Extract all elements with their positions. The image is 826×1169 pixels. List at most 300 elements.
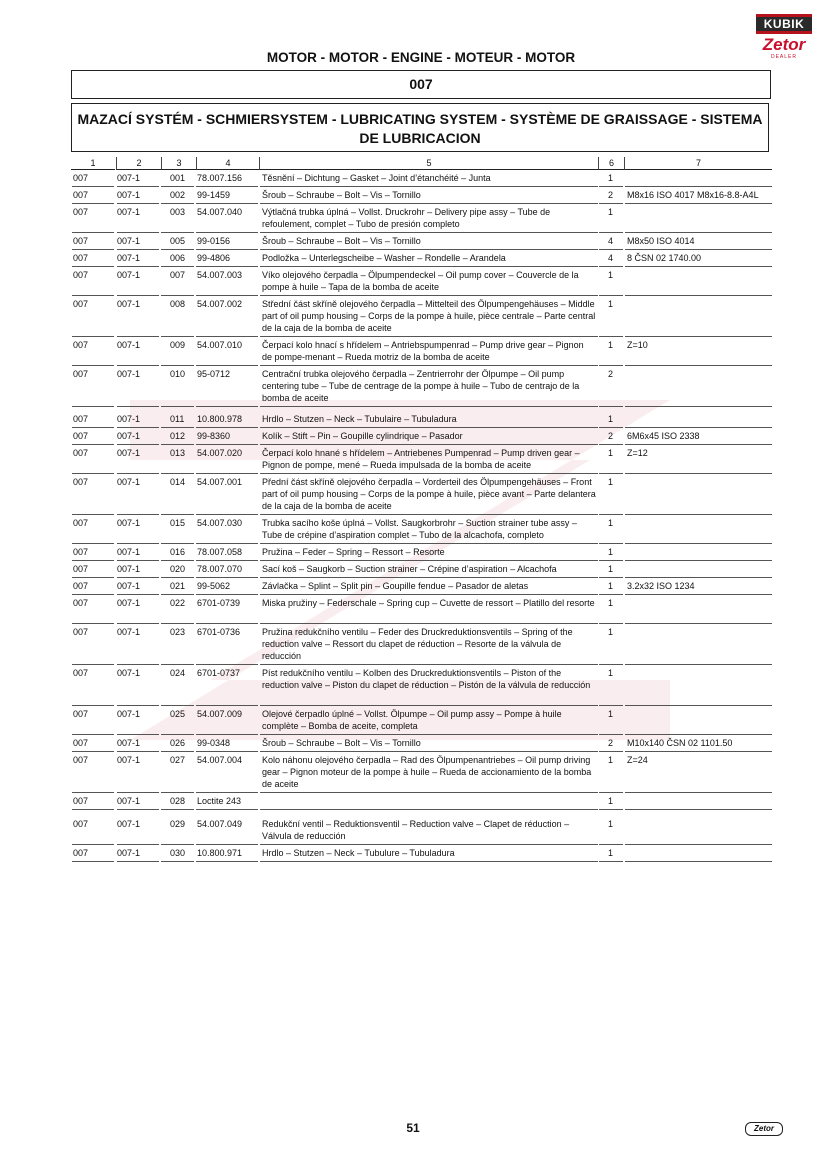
cell-c4: 10.800.971 (197, 848, 243, 858)
cell-c3: 008 (170, 299, 186, 309)
row-underline (260, 560, 598, 561)
row-underline (72, 861, 114, 862)
cell-c7: 8 ČSN 02 1740.00 (627, 253, 702, 263)
row-underline (117, 427, 159, 428)
row-underline (72, 406, 114, 407)
row-underline (260, 514, 598, 515)
row-underline (625, 473, 772, 474)
row-underline (72, 336, 114, 337)
cell-c1: 007 (73, 796, 89, 806)
row-underline (72, 577, 114, 578)
logo-dealer-text: DEALER (770, 54, 797, 60)
row-underline (625, 792, 772, 793)
cell-c2: 007-1 (117, 173, 141, 183)
row-underline (260, 594, 598, 595)
column-header-2: 2 (116, 157, 161, 170)
row-underline (117, 664, 159, 665)
row-underline (161, 861, 194, 862)
cell-c2: 007-1 (117, 848, 141, 858)
row-underline (599, 427, 623, 428)
row-underline (625, 365, 772, 366)
cell-c2: 007-1 (117, 547, 141, 557)
row-underline (117, 514, 159, 515)
row-underline (117, 543, 159, 544)
cell-c1: 007 (73, 253, 89, 263)
cell-c5: Hrdlo – Stutzen – Neck – Tubulure – Tubuladura (262, 848, 455, 858)
row-underline (625, 543, 772, 544)
cell-c6: 1 (608, 564, 614, 574)
cell-c4: 99-4806 (197, 253, 231, 263)
row-underline (117, 751, 159, 752)
cell-c4: Loctite 243 (197, 796, 242, 806)
row-underline (161, 406, 194, 407)
cell-c3: 005 (170, 236, 186, 246)
row-underline (72, 473, 114, 474)
cell-c4: 54.007.049 (197, 819, 243, 829)
cell-c2: 007-1 (117, 598, 141, 608)
cell-c2: 007-1 (117, 299, 141, 309)
row-underline (260, 203, 598, 204)
row-underline (196, 751, 258, 752)
row-underline (196, 203, 258, 204)
cell-c4: 54.007.002 (197, 299, 243, 309)
row-underline (625, 705, 772, 706)
row-underline (599, 577, 623, 578)
row-underline (196, 577, 258, 578)
cell-c2: 007-1 (117, 755, 141, 765)
row-underline (599, 473, 623, 474)
row-underline (599, 514, 623, 515)
cell-c4: 54.007.009 (197, 709, 243, 719)
cell-c1: 007 (73, 190, 89, 200)
cell-c5: Trubka sacího koše úplná – Vollst. Saugkorbrohr – Suction strainer tube assy – Tube de crépine d’aspiration complet – Tubo de la alcachofa, completo (262, 518, 577, 540)
cell-c4: 99-0156 (197, 236, 231, 246)
row-underline (117, 792, 159, 793)
row-underline (260, 427, 598, 428)
row-underline (260, 406, 598, 407)
row-underline (161, 543, 194, 544)
row-underline (117, 560, 159, 561)
row-underline (161, 473, 194, 474)
row-underline (599, 365, 623, 366)
cell-c4: 6701-0736 (197, 627, 241, 637)
cell-c1: 007 (73, 448, 89, 458)
row-underline (260, 844, 598, 845)
row-underline (117, 623, 159, 624)
row-underline (72, 295, 114, 296)
cell-c5: Kolík – Stift – Pin – Goupille cylindrique – Pasador (262, 431, 463, 441)
cell-c4: 10.800.978 (197, 414, 243, 424)
row-underline (196, 336, 258, 337)
cell-c3: 029 (170, 819, 186, 829)
cell-c6: 2 (608, 369, 614, 379)
row-underline (260, 473, 598, 474)
cell-c3: 006 (170, 253, 186, 263)
row-underline (117, 473, 159, 474)
row-underline (72, 809, 114, 810)
cell-c6: 1 (608, 270, 614, 280)
row-underline (72, 232, 114, 233)
row-underline (625, 232, 772, 233)
row-underline (599, 406, 623, 407)
row-underline (599, 186, 623, 187)
cell-c5: Víko olejového čerpadla – Ölpumpendeckel – Oil pump cover – Couvercle de la pompe à huile – Tapa de la bomba de aceite (262, 270, 579, 292)
row-underline (625, 734, 772, 735)
cell-c5: Těsnění – Dichtung – Gasket – Joint d’étanchéité – Junta (262, 173, 491, 183)
cell-c1: 007 (73, 738, 89, 748)
cell-c2: 007-1 (117, 738, 141, 748)
row-underline (260, 295, 598, 296)
cell-c1: 007 (73, 299, 89, 309)
row-underline (161, 186, 194, 187)
row-underline (161, 203, 194, 204)
row-underline (625, 809, 772, 810)
cell-c4: 99-1459 (197, 190, 231, 200)
cell-c1: 007 (73, 627, 89, 637)
row-underline (260, 809, 598, 810)
cell-c2: 007-1 (117, 581, 141, 591)
row-underline (117, 734, 159, 735)
row-underline (161, 792, 194, 793)
cell-c2: 007-1 (117, 207, 141, 217)
cell-c2: 007-1 (117, 253, 141, 263)
cell-c3: 028 (170, 796, 186, 806)
column-header-1: 1 (71, 157, 115, 170)
row-underline (117, 844, 159, 845)
row-underline (196, 792, 258, 793)
cell-c3: 021 (170, 581, 186, 591)
row-underline (599, 594, 623, 595)
cell-c4: 95-0712 (197, 369, 231, 379)
column-header-row (71, 157, 771, 170)
cell-c1: 007 (73, 668, 89, 678)
row-underline (72, 514, 114, 515)
cell-c5: Závlačka – Splint – Split pin – Goupille fendue – Pasador de aletas (262, 581, 529, 591)
row-underline (599, 444, 623, 445)
cell-c3: 013 (170, 448, 186, 458)
cell-c6: 1 (608, 627, 614, 637)
cell-c5: Olejové čerpadlo úplné – Vollst. Ölpumpe – Oil pump assy – Pompe à huile complète – Bomba de aceite, completa (262, 709, 562, 731)
row-underline (599, 844, 623, 845)
row-underline (260, 543, 598, 544)
cell-c3: 016 (170, 547, 186, 557)
cell-c4: 6701-0739 (197, 598, 241, 608)
row-underline (599, 705, 623, 706)
row-underline (196, 809, 258, 810)
cell-c3: 023 (170, 627, 186, 637)
row-underline (72, 664, 114, 665)
row-underline (161, 705, 194, 706)
row-underline (117, 577, 159, 578)
logo-zetor-text: Zetor (762, 35, 806, 54)
cell-c2: 007-1 (117, 627, 141, 637)
row-underline (117, 203, 159, 204)
cell-c7: M8x16 ISO 4017 M8x16-8.8-A4L (627, 190, 759, 200)
page-number: 51 (406, 1121, 420, 1135)
cell-c6: 1 (608, 173, 614, 183)
row-underline (260, 186, 598, 187)
row-underline (161, 594, 194, 595)
column-header-6: 6 (598, 157, 624, 170)
cell-c6: 2 (608, 738, 614, 748)
page-title: MOTOR - MOTOR - ENGINE - MOTEUR - MOTOR (266, 50, 576, 65)
row-underline (196, 543, 258, 544)
row-underline (599, 623, 623, 624)
cell-c3: 014 (170, 477, 186, 487)
row-underline (196, 514, 258, 515)
row-underline (260, 734, 598, 735)
row-underline (161, 623, 194, 624)
row-underline (72, 560, 114, 561)
row-underline (196, 664, 258, 665)
row-underline (117, 266, 159, 267)
row-underline (625, 664, 772, 665)
cell-c6: 1 (608, 819, 614, 829)
row-underline (260, 577, 598, 578)
row-underline (196, 295, 258, 296)
cell-c5: Centrační trubka olejového čerpadla – Zentrierrohr der Ölpumpe – Oil pump centering tube – Tube de centrage de la pompe à huile – Tubo de centrajo de la bomba de aceite (262, 369, 580, 403)
cell-c1: 007 (73, 207, 89, 217)
footer-zetor-logo: Zetor (745, 1122, 783, 1136)
row-underline (260, 365, 598, 366)
row-underline (161, 664, 194, 665)
row-underline (72, 444, 114, 445)
row-underline (72, 543, 114, 544)
row-underline (161, 365, 194, 366)
cell-c1: 007 (73, 518, 89, 528)
cell-c2: 007-1 (117, 369, 141, 379)
cell-c4: 6701-0737 (197, 668, 241, 678)
row-underline (260, 623, 598, 624)
cell-c5: Podložka – Unterlegscheibe – Washer – Rondelle – Arandela (262, 253, 506, 263)
row-underline (161, 249, 194, 250)
cell-c6: 1 (608, 796, 614, 806)
cell-c5: Střední část skříně olejového čerpadla – Mittelteil des Ölpumpengehäuses – Middle part of oil pump housing – Corps de la pompe à huile, pièce centrale – Parte central de la caja de la bomba de aceite (262, 299, 596, 333)
row-underline (625, 560, 772, 561)
cell-c3: 001 (170, 173, 186, 183)
row-underline (625, 186, 772, 187)
cell-c3: 025 (170, 709, 186, 719)
cell-c1: 007 (73, 848, 89, 858)
row-underline (625, 577, 772, 578)
row-underline (625, 751, 772, 752)
row-underline (196, 594, 258, 595)
row-underline (260, 249, 598, 250)
row-underline (599, 249, 623, 250)
row-underline (196, 266, 258, 267)
cell-c3: 003 (170, 207, 186, 217)
cell-c4: 78.007.058 (197, 547, 243, 557)
row-underline (625, 336, 772, 337)
cell-c2: 007-1 (117, 668, 141, 678)
row-underline (117, 406, 159, 407)
row-underline (260, 336, 598, 337)
row-underline (117, 295, 159, 296)
cell-c2: 007-1 (117, 796, 141, 806)
group-code: 007 (71, 70, 771, 99)
cell-c5: Přední část skříně olejového čerpadla – Vorderteil des Ölpumpengehäuses – Front part of oil pump housing – Corps de la pompe à huile, pièce avant – Parte delantera de la caja de la bomba de aceite (262, 477, 596, 511)
column-header-5: 5 (259, 157, 598, 170)
cell-c3: 011 (170, 414, 185, 424)
row-underline (260, 861, 598, 862)
cell-c3: 020 (170, 564, 186, 574)
row-underline (161, 444, 194, 445)
row-underline (72, 705, 114, 706)
cell-c2: 007-1 (117, 709, 141, 719)
cell-c1: 007 (73, 431, 89, 441)
cell-c5: Šroub – Schraube – Bolt – Vis – Tornillo (262, 190, 421, 200)
cell-c5: Miska pružiny – Federschale – Spring cup – Cuvette de ressort – Platillo del resorte (262, 598, 595, 608)
row-underline (161, 844, 194, 845)
row-underline (599, 560, 623, 561)
cell-c6: 1 (608, 414, 614, 424)
cell-c6: 1 (608, 207, 614, 217)
row-underline (625, 266, 772, 267)
row-underline (72, 249, 114, 250)
row-underline (161, 266, 194, 267)
cell-c5: Pružina – Feder – Spring – Ressort – Resorte (262, 547, 445, 557)
cell-c6: 1 (608, 668, 614, 678)
row-underline (599, 664, 623, 665)
cell-c5: Kolo náhonu olejového čerpadla – Rad des Ölpumpenantriebes – Oil pump driving gear – Pignon moteur de la pompe à huile – Rueda de accionamiento de la bomba de aceite (262, 755, 592, 789)
row-underline (161, 560, 194, 561)
cell-c2: 007-1 (117, 448, 141, 458)
row-underline (625, 444, 772, 445)
cell-c1: 007 (73, 581, 89, 591)
row-underline (161, 577, 194, 578)
cell-c3: 027 (170, 755, 186, 765)
row-underline (161, 295, 194, 296)
row-underline (72, 734, 114, 735)
row-underline (196, 844, 258, 845)
row-underline (161, 809, 194, 810)
row-underline (625, 844, 772, 845)
cell-c6: 1 (608, 547, 614, 557)
cell-c5: Píst redukčního ventilu – Kolben des Druckreduktionsventils – Piston of the reduction valve – Piston du clapet de réduction – Pistón de la válvula de reducción (262, 668, 591, 690)
row-underline (72, 186, 114, 187)
cell-c7: Z=24 (627, 755, 648, 765)
row-underline (117, 809, 159, 810)
cell-c1: 007 (73, 340, 89, 350)
cell-c6: 1 (608, 598, 614, 608)
row-underline (599, 734, 623, 735)
cell-c4: 99-0348 (197, 738, 231, 748)
row-underline (117, 705, 159, 706)
cell-c4: 54.007.003 (197, 270, 243, 280)
cell-c7: M10x140 ČSN 02 1101.50 (627, 738, 733, 748)
row-underline (72, 594, 114, 595)
row-underline (161, 734, 194, 735)
cell-c1: 007 (73, 270, 89, 280)
cell-c3: 022 (170, 598, 186, 608)
cell-c1: 007 (73, 709, 89, 719)
cell-c3: 010 (170, 369, 186, 379)
cell-c7: 3.2x32 ISO 1234 (627, 581, 695, 591)
row-underline (161, 514, 194, 515)
column-header-4: 4 (196, 157, 259, 170)
row-underline (625, 594, 772, 595)
cell-c4: 78.007.070 (197, 564, 243, 574)
row-underline (625, 295, 772, 296)
row-underline (196, 249, 258, 250)
row-underline (196, 560, 258, 561)
row-underline (196, 232, 258, 233)
cell-c3: 012 (170, 431, 186, 441)
row-underline (599, 861, 623, 862)
row-underline (196, 473, 258, 474)
logo-kubik-text: KUBIK (756, 14, 812, 34)
row-underline (260, 751, 598, 752)
row-underline (260, 664, 598, 665)
row-underline (599, 203, 623, 204)
cell-c2: 007-1 (117, 340, 141, 350)
row-underline (161, 232, 194, 233)
cell-c2: 007-1 (117, 236, 141, 246)
cell-c6: 1 (608, 848, 614, 858)
row-underline (599, 232, 623, 233)
row-underline (625, 861, 772, 862)
row-underline (196, 734, 258, 735)
row-underline (196, 427, 258, 428)
cell-c1: 007 (73, 547, 89, 557)
row-underline (196, 623, 258, 624)
row-underline (599, 751, 623, 752)
cell-c6: 4 (608, 236, 614, 246)
cell-c2: 007-1 (117, 414, 141, 424)
row-underline (196, 861, 258, 862)
cell-c7: 6M6x45 ISO 2338 (627, 431, 700, 441)
cell-c7: Z=10 (627, 340, 648, 350)
cell-c6: 1 (608, 518, 614, 528)
cell-c2: 007-1 (117, 190, 141, 200)
cell-c2: 007-1 (117, 270, 141, 280)
cell-c4: 54.007.010 (197, 340, 243, 350)
row-underline (72, 203, 114, 204)
row-underline (161, 336, 194, 337)
cell-c6: 2 (608, 431, 614, 441)
cell-c5: Sací koš – Saugkorb – Suction strainer – Crépine d’aspiration – Alcachofa (262, 564, 557, 574)
cell-c6: 1 (608, 477, 614, 487)
cell-c3: 009 (170, 340, 186, 350)
row-underline (117, 365, 159, 366)
row-underline (117, 336, 159, 337)
row-underline (117, 186, 159, 187)
row-underline (625, 623, 772, 624)
cell-c4: 54.007.040 (197, 207, 243, 217)
row-underline (625, 249, 772, 250)
cell-c5: Hrdlo – Stutzen – Neck – Tubulaire – Tubuladura (262, 414, 457, 424)
cell-c3: 002 (170, 190, 186, 200)
row-underline (260, 705, 598, 706)
cell-c6: 4 (608, 253, 614, 263)
cell-c2: 007-1 (117, 477, 141, 487)
row-underline (117, 861, 159, 862)
cell-c5: Šroub – Schraube – Bolt – Vis – Tornillo (262, 738, 421, 748)
row-underline (196, 406, 258, 407)
row-underline (599, 809, 623, 810)
cell-c7: Z=12 (627, 448, 648, 458)
row-underline (161, 751, 194, 752)
row-underline (117, 444, 159, 445)
row-underline (117, 249, 159, 250)
row-underline (196, 365, 258, 366)
row-underline (625, 514, 772, 515)
row-underline (625, 427, 772, 428)
column-header-7: 7 (624, 157, 772, 170)
row-underline (117, 232, 159, 233)
cell-c6: 1 (608, 581, 614, 591)
row-underline (72, 427, 114, 428)
